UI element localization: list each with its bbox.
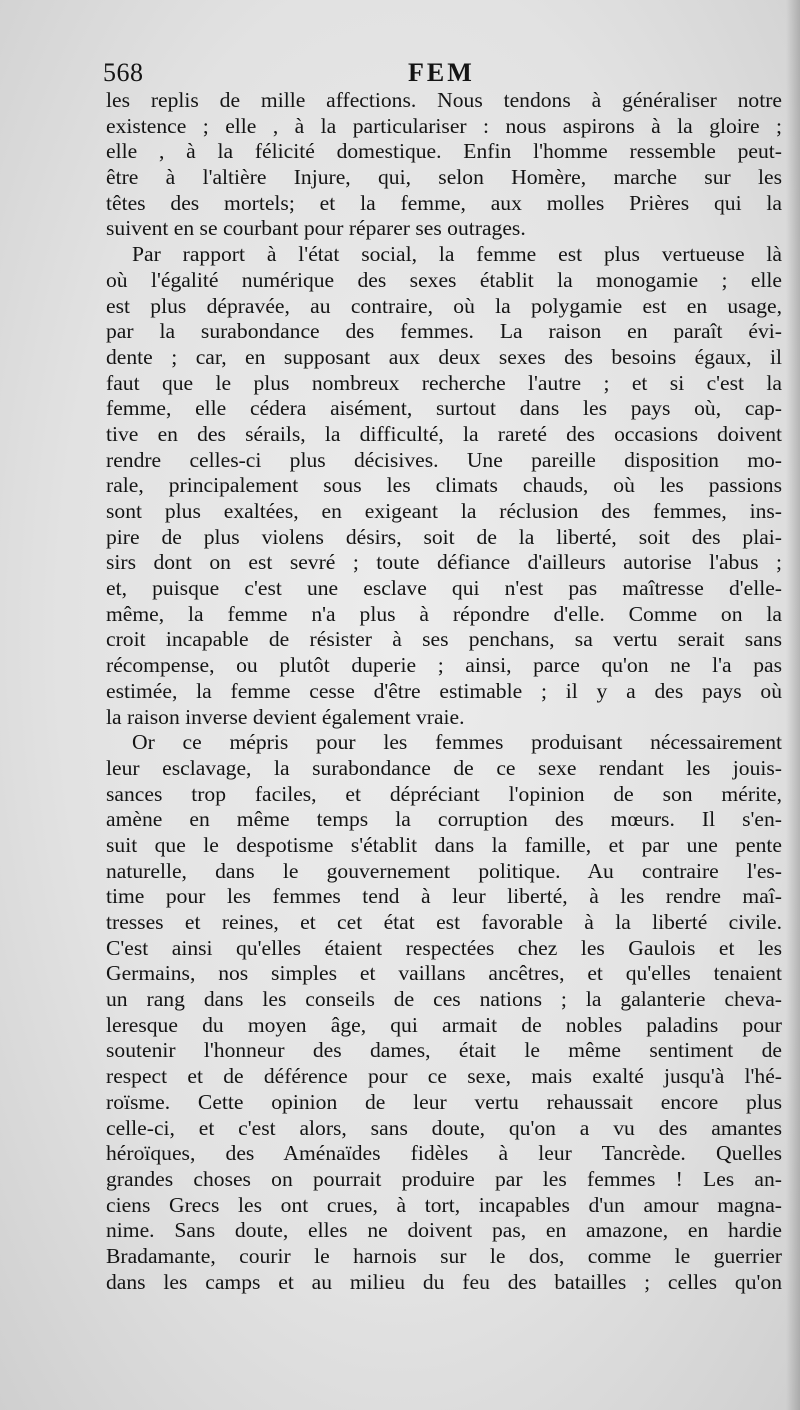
text-line: roïsme. Cette opinion de leur vertu rehaussait encore plus — [106, 1089, 782, 1114]
text-line: par la surabondance des femmes. La raison en paraît évi- — [106, 319, 782, 344]
text-line: respect et de déférence pour ce sexe, mais exalté jusqu'à l'hé- — [106, 1064, 782, 1089]
text-line: ciens Grecs les ont crues, à tort, incapables d'un amour magna- — [106, 1192, 782, 1217]
body-text — [106, 88, 782, 1295]
page-edge-shadow — [786, 0, 800, 1410]
text-line: estimée, la femme cesse d'être estimable ; il y a des pays où — [106, 678, 782, 703]
text-line: Par rapport à l'état social, la femme est plus vertueuse là — [132, 242, 782, 267]
text-line: est plus dépravée, au contraire, où la polygamie est en usage, — [106, 293, 782, 318]
text-line: être à l'altière Injure, qui, selon Homère, marche sur les — [106, 165, 782, 190]
text-line: récompense, ou plutôt duperie ; ainsi, parce qu'on ne l'a pas — [106, 653, 782, 678]
text-line: sont plus exaltées, en exigeant la réclusion des femmes, ins- — [106, 499, 782, 523]
text-line: héroïques, des Aménaïdes fidèles à leur Tancrède. Quelles — [106, 1141, 782, 1166]
text-line: rale, principalement sous les climats chauds, où les passions — [106, 473, 782, 498]
text-line: les replis de mille affections. Nous tendons à généraliser notre — [106, 88, 782, 112]
text-line: tive en des sérails, la difficulté, la rareté des occasions doivent — [106, 421, 782, 446]
text-line: naturelle, dans le gouvernement politique. Au contraire l'es- — [106, 858, 782, 883]
text-line: Bradamante, courir le harnois sur le dos, comme le guerrier — [106, 1243, 782, 1268]
text-line: pire de plus violens désirs, soit de la liberté, soit des plai- — [106, 524, 782, 549]
text-line: grandes choses on pourrait produire par les femmes ! Les an- — [106, 1166, 782, 1191]
text-line: faut que le plus nombreux recherche l'autre ; et si c'est la — [106, 370, 782, 395]
text-line: tresses et reines, et cet état est favorable à la liberté civile. — [106, 910, 782, 934]
text-line: dans les camps et au milieu du feu des batailles ; celles qu'on — [106, 1269, 782, 1294]
text-line: dente ; car, en supposant aux deux sexes des besoins égaux, il — [106, 344, 782, 369]
text-line: existence ; elle , à la particulariser : nous aspirons à la gloire ; — [106, 113, 782, 138]
text-line: un rang dans les conseils de ces nations ; la galanterie cheva- — [106, 987, 782, 1012]
text-line: suivent en se courbant pour réparer ses outrages. — [106, 216, 526, 241]
text-line: sirs dont on est sevré ; toute défiance d'ailleurs autorise l'abus ; — [106, 550, 782, 575]
text-line: croit incapable de résister à ses penchans, sa vertu serait sans — [106, 627, 782, 652]
text-line: elle , à la félicité domestique. Enfin l'homme ressemble peut- — [106, 139, 782, 164]
page-header — [103, 58, 783, 92]
text-line: C'est ainsi qu'elles étaient respectées chez les Gaulois et les — [106, 935, 782, 960]
text-line: Or ce mépris pour les femmes produisant nécessairement — [132, 730, 782, 755]
text-line: soutenir l'honneur des dames, était le même sentiment de — [106, 1038, 782, 1063]
text-line: leresque du moyen âge, qui armait de nobles paladins pour — [106, 1012, 782, 1037]
text-line: et, puisque c'est une esclave qui n'est pas maîtresse d'elle- — [106, 576, 782, 601]
text-line: amène en même temps la corruption des mœurs. Il s'en- — [106, 807, 782, 832]
text-line: nime. Sans doute, elles ne doivent pas, en amazone, en hardie — [106, 1218, 782, 1243]
text-line: leur esclavage, la surabondance de ce sexe rendant les jouis- — [106, 755, 782, 780]
text-line: Germains, nos simples et vaillans ancêtres, et qu'elles tenaient — [106, 961, 782, 986]
text-line: rendre celles-ci plus décisives. Une pareille disposition mo- — [106, 447, 782, 472]
text-line: la raison inverse devient également vraie. — [106, 704, 465, 729]
text-line: têtes des mortels; et la femme, aux molles Prières qui la — [106, 190, 782, 215]
text-line: celle-ci, et c'est alors, sans doute, qu'on a vu des amantes — [106, 1115, 782, 1140]
text-line: sances trop faciles, et dépréciant l'opinion de son mérite, — [106, 781, 782, 806]
page-number: 568 — [103, 58, 144, 87]
text-line: femme, elle cédera aisément, surtout dans les pays où, cap- — [106, 396, 782, 421]
text-line: où l'égalité numérique des sexes établit la monogamie ; elle — [106, 267, 782, 292]
text-line: suit que le despotisme s'établit dans la famille, et par une pente — [106, 832, 782, 857]
running-head: FEM — [408, 58, 475, 87]
text-line: time pour les femmes tend à leur liberté, à les rendre maî- — [106, 884, 782, 909]
text-line: même, la femme n'a plus à répondre d'elle. Comme on la — [106, 601, 782, 626]
